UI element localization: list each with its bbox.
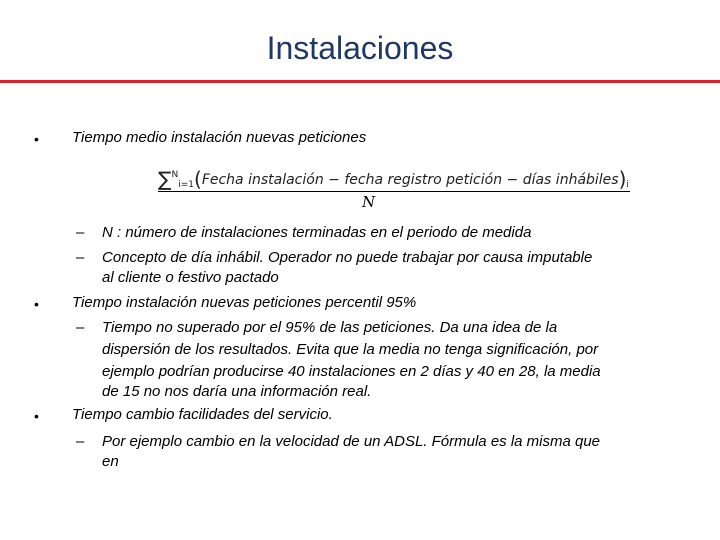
average-time-formula	[158, 163, 638, 215]
slide-title: Instalaciones	[266, 30, 454, 66]
formula-denominator: N	[362, 193, 376, 211]
subitem-dash: –	[76, 319, 85, 336]
bullet-dot: •	[34, 131, 39, 147]
subitem-dash: –	[76, 224, 85, 241]
subitem-dash: –	[76, 433, 85, 450]
subitem-dash: –	[76, 249, 85, 266]
bullet-2-text: Tiempo instalación nuevas peticiones percentil 95%	[72, 294, 417, 311]
bullet-2-subitem-line-1: Tiempo no superado por el 95% de las peticiones. Da una idea de la	[102, 319, 558, 336]
bullet-dot: •	[34, 296, 39, 312]
formula-numerator-text: Fecha instalación − fecha registro petición − días inhábiles	[201, 172, 619, 188]
sigma-symbol: ∑	[158, 167, 172, 191]
bullet-3-text: Tiempo cambio facilidades del servicio.	[72, 406, 333, 423]
bullet-1-subitem-1: N : número de instalaciones terminadas en el periodo de medida	[102, 224, 532, 241]
bullet-1-subitem-2-continued: al cliente o festivo pactado	[102, 269, 279, 286]
bullet-1-subitem-2: Concepto de día inhábil. Operador no puede trabajar por causa imputable	[102, 249, 593, 266]
fraction-bar	[158, 191, 630, 192]
bullet-1-text: Tiempo medio instalación nuevas peticiones	[72, 129, 367, 146]
formula-numerator: ∑$^N_{i=1}$(Fecha instalación − fecha registro petición − días $inhábiles)_i$	[158, 167, 629, 191]
sum-upper-limit: N	[171, 170, 179, 180]
bullet-2-subitem-line-3: ejemplo podrían producirse 40 instalaciones en 2 días y 40 en 28, la media	[102, 363, 601, 380]
bullet-3-subitem-line-1: Por ejemplo cambio en la velocidad de un ADSL. Fórmula es la misma que	[102, 433, 601, 450]
bullet-2-subitem-line-2: dispersión de los resultados. Evita que la media no tenga significación, por	[102, 341, 599, 358]
sum-lower-limit: i=1	[178, 180, 194, 190]
bullet-dot: •	[34, 408, 39, 424]
bullet-2-subitem-line-4: de 15 no nos daría una información real.	[102, 383, 372, 400]
formula-index: i	[626, 180, 629, 190]
bullet-3-subitem-line-2: en	[102, 453, 119, 470]
title-divider	[0, 80, 720, 83]
